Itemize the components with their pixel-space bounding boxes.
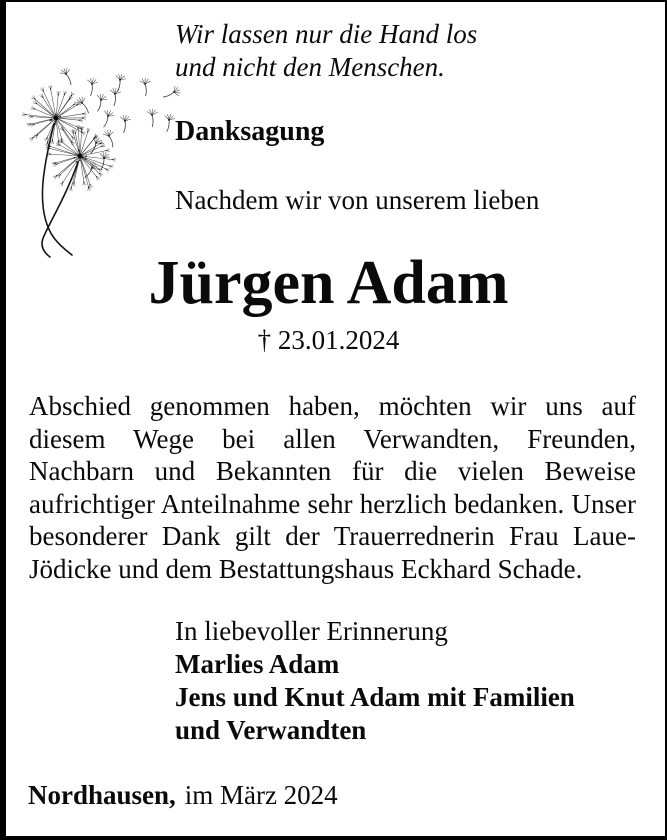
paragraph-line: besonderer Dank gilt der Trauerrednerin Frau Laue- bbox=[29, 521, 636, 551]
intro-line: Nachdem wir von unserem lieben bbox=[175, 185, 540, 215]
place-date-line bbox=[28, 779, 338, 811]
quote-line-1: Wir lassen nur die Hand los bbox=[175, 19, 478, 49]
opening-quote bbox=[175, 18, 477, 84]
quote-line-2: und nicht den Menschen. bbox=[175, 52, 445, 82]
notice-heading: Danksagung bbox=[175, 116, 325, 147]
paragraph-line: Jödicke und dem Bestattungshaus Eckhard Schade. bbox=[29, 553, 583, 584]
mourner-name: Marlies Adam bbox=[175, 649, 340, 679]
paragraph-line: Abschied genommen haben, möchten wir uns auf bbox=[29, 391, 636, 421]
paragraph-line: diesem Wege bei allen Verwandten, Freunden, bbox=[29, 423, 636, 454]
notice-date: im März 2024 bbox=[184, 780, 338, 810]
thank-you-paragraph bbox=[29, 390, 636, 585]
dandelion-icon bbox=[8, 58, 208, 263]
paragraph-line: Nachbarn und Bekannten für die vielen Beweise bbox=[29, 456, 636, 486]
place-name: Nordhausen, bbox=[28, 780, 176, 810]
memorial-block bbox=[175, 615, 575, 747]
death-date: † 23.01.2024 bbox=[257, 325, 400, 355]
dandelion-illustration-svg bbox=[8, 58, 208, 263]
mourner-name: und Verwandten bbox=[175, 715, 367, 745]
paragraph-line: aufrichtiger Anteilnahme sehr herzlich bedanken. Unser bbox=[29, 488, 636, 519]
deceased-name: Jürgen Adam bbox=[148, 249, 509, 317]
memorial-intro: In liebevoller Erinnerung bbox=[175, 616, 448, 646]
mourner-name: Jens und Knut Adam mit Familien bbox=[175, 682, 575, 712]
